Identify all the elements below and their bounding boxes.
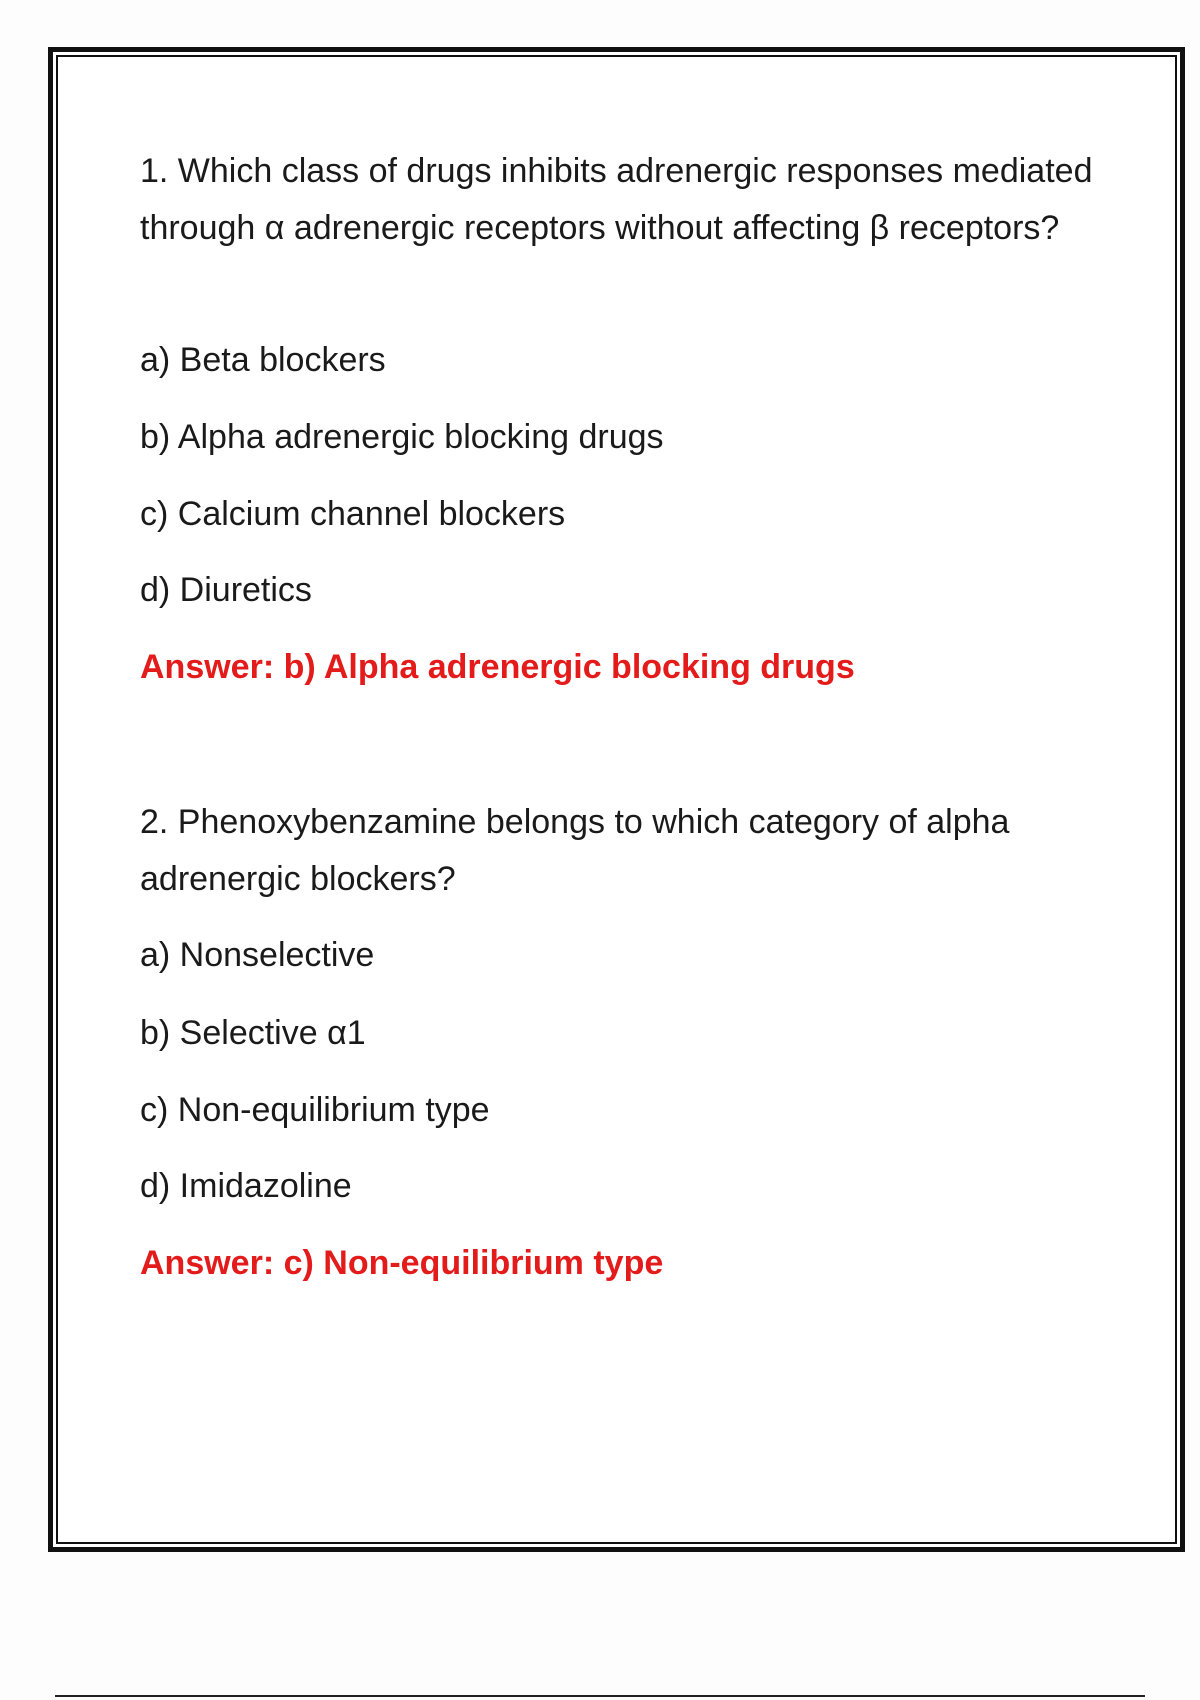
answer-text: Answer: b) Alpha adrenergic blocking drugs (140, 648, 855, 686)
question-block-1 (140, 143, 1100, 257)
question-text: 2. Phenoxybenzamine belongs to which category of alpha adrenergic blockers? (140, 803, 1010, 898)
option-a: a) Beta blockers (140, 341, 386, 379)
option-c: c) Non-equilibrium type (140, 1091, 490, 1129)
answer-text: Answer: c) Non-equilibrium type (140, 1244, 664, 1282)
option-c: c) Calcium channel blockers (140, 495, 566, 533)
question-text: 1. Which class of drugs inhibits adrenergic responses mediated through α adrenergic receptors without affecting β receptors? (140, 152, 1093, 247)
option-d: d) Imidazoline (140, 1167, 352, 1205)
option-d: d) Diuretics (140, 571, 312, 609)
option-b: b) Selective α1 (140, 1014, 366, 1052)
option-b: b) Alpha adrenergic blocking drugs (140, 418, 664, 456)
footer-rule (55, 1695, 1145, 1697)
option-a: a) Nonselective (140, 936, 375, 974)
question-block-2 (140, 794, 1100, 908)
